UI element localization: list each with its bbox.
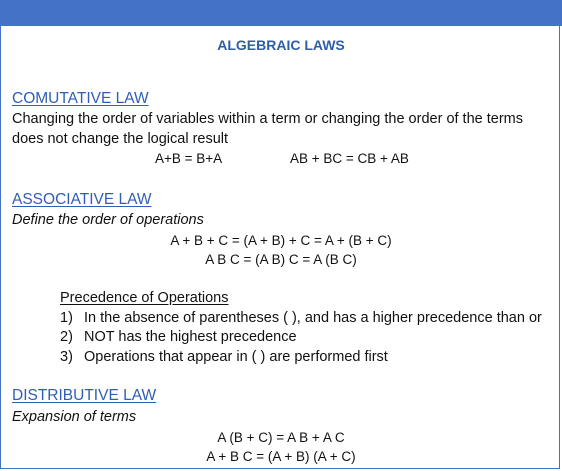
associative-heading: ASSOCIATIVE LAW	[12, 191, 152, 208]
list-item-number: 3)	[60, 349, 73, 365]
commutative-desc-line1: Changing the order of variables within a term or changing the order of the terms	[12, 111, 523, 127]
list-item-number: 2)	[60, 329, 73, 345]
list-item-number: 1)	[60, 310, 73, 326]
commutative-desc-line2: does not change the logical result	[12, 131, 229, 147]
commutative-equation-2: AB + BC = CB + AB	[290, 151, 409, 166]
page-title: ALGEBRAIC LAWS	[217, 37, 345, 53]
distributive-heading: DISTRIBUTIVE LAW	[12, 387, 157, 404]
distributive-desc: Expansion of terms	[12, 409, 137, 425]
distributive-equation-1: A (B + C) = A B + A C	[217, 430, 345, 445]
list-item: In the absence of parentheses ( ), and has a higher precedence than or	[84, 310, 542, 326]
commutative-equation-1: A+B = B+A	[155, 151, 223, 166]
list-item: Operations that appear in ( ) are performed first	[84, 349, 388, 365]
associative-desc: Define the order of operations	[12, 212, 204, 228]
list-item: NOT has the highest precedence	[84, 329, 297, 345]
precedence-heading: Precedence of Operations	[60, 290, 229, 306]
distributive-equation-2: A + B C = (A + B) (A + C)	[206, 449, 356, 464]
associative-equation-1: A + B + C = (A + B) + C = A + (B + C)	[170, 233, 392, 248]
associative-equation-2: A B C = (A B) C = A (B C)	[205, 252, 357, 267]
commutative-heading: COMUTATIVE LAW	[12, 90, 149, 107]
